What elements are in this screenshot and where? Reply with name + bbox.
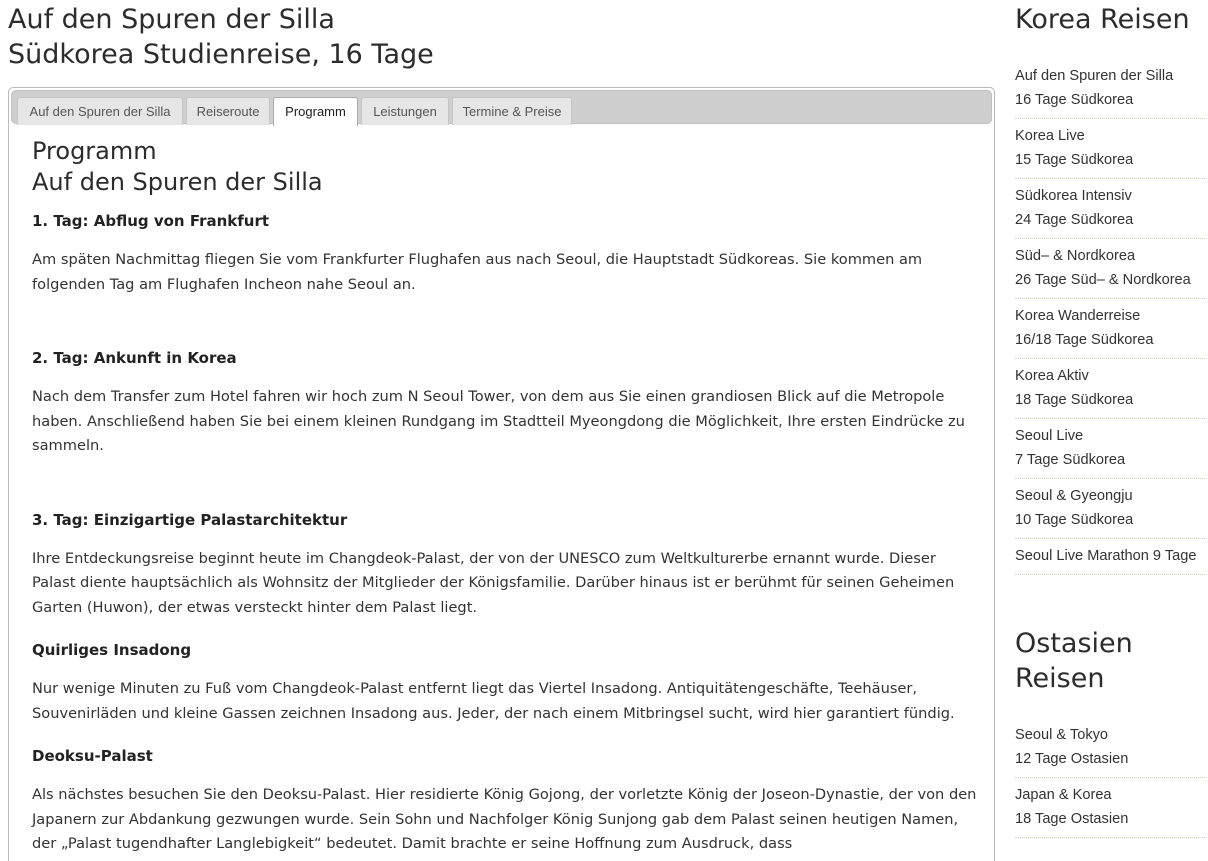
tab-reiseroute[interactable]: Reiseroute [186,97,270,125]
tab-leistungen[interactable]: Leistungen [361,97,449,125]
trip-name[interactable]: Südkorea Intensiv [1015,188,1132,204]
trip-name[interactable]: Süd– & Nordkorea [1015,248,1136,264]
day-1-title: 1. Tag: Abflug von Frankfurt [32,212,270,230]
trip-duration[interactable]: 12 Tage Ostasien [1015,751,1129,767]
sidebar-item-korea-wanderreise[interactable] [1015,299,1205,359]
day-2-text: Nach dem Transfer zum Hotel fahren wir hoch zum N Seoul Tower, von dem aus Sie einen grandiosen Blick auf die Metropole haben. Anschließend haben Sie bei einem kleinen Rundgang im Stadtteil Myeongdong die Möglichkeit, Ihre ersten Eindrücke zu sammeln. [32,388,965,454]
korea-trip-list [1015,59,1205,575]
ostasien-title-line2: Reisen [1015,663,1105,694]
day-2-title: 2. Tag: Ankunft in Korea [32,349,237,367]
deoksu-title: Deoksu-Palast [32,747,153,765]
tab-bar [11,90,992,124]
trip-duration[interactable]: 18 Tage Ostasien [1015,811,1129,827]
deoksu-text: Als nächstes besuchen Sie den Deoksu-Palast. Hier residierte König Gojong, der vorletzte König der Joseon-Dynastie, der von den Japanern zur Abdankung gezwungen wurde. Sein Sohn und Nachfolger König Sunjong gab dem Palast seinen heutigen Namen, der „Palast tugendhafter Langlebigkeit“ bedeutet. Damit brachte er seine Hoffnung zum Ausdruck, dass [32,786,977,852]
trip-duration[interactable]: 15 Tage Südkorea [1015,152,1134,168]
trip-name[interactable]: Seoul & Gyeongju [1015,488,1133,504]
sidebar-item-suedkorea-intensiv[interactable] [1015,179,1205,239]
sidebar-item-sued-nordkorea[interactable] [1015,239,1205,299]
day-1-text: Am späten Nachmittag fliegen Sie vom Frankfurter Flughafen aus nach Seoul, die Hauptstadt Südkoreas. Sie kommen am folgenden Tag am Flughafen Incheon nahe Seoul an. [32,251,923,293]
tab-programm[interactable]: Programm [273,97,358,126]
ostasien-title-line1: Ostasien [1015,628,1133,659]
trip-duration[interactable]: 10 Tage Südkorea [1015,512,1134,528]
trip-duration[interactable]: 26 Tage Süd– & Nordkorea [1015,272,1191,288]
page-title-line2: Südkorea Studienreise, 16 Tage [8,39,434,70]
content-heading [32,136,980,198]
trip-name[interactable]: Korea Wanderreise [1015,308,1141,324]
sidebar-item-seoul-tokyo[interactable] [1015,718,1205,778]
content-heading-line2: Auf den Spuren der Silla [32,168,323,196]
sidebar-item-seoul-live[interactable] [1015,419,1205,479]
sidebar-item-japan-korea[interactable] [1015,778,1205,838]
sidebar-ostasien-title [1015,626,1205,696]
trip-name[interactable]: Seoul Live Marathon 9 Tage [1015,548,1197,564]
trip-duration[interactable]: 7 Tage Südkorea [1015,452,1126,468]
program-content [32,136,980,857]
tab-panel [8,87,995,861]
page-title [8,2,998,72]
tab-spuren-der-silla[interactable]: Auf den Spuren der Silla [17,97,183,125]
day-3-title: 3. Tag: Einzigartige Palastarchitektur [32,510,348,529]
trip-name[interactable]: Seoul & Tokyo [1015,727,1109,743]
sidebar-korea-title: Korea Reisen [1015,4,1190,35]
trip-name[interactable]: Korea Live [1015,128,1085,144]
ostasien-trip-list [1015,718,1205,838]
tab-termine-preise[interactable]: Termine & Preise [452,97,572,125]
content-heading-line1: Programm [32,137,157,165]
sidebar-item-seoul-gyeongju[interactable] [1015,479,1205,539]
trip-duration[interactable]: 24 Tage Südkorea [1015,212,1134,228]
insadong-title: Quirliges Insadong [32,641,192,659]
sidebar-item-korea-aktiv[interactable] [1015,359,1205,419]
trip-name[interactable]: Japan & Korea [1015,787,1112,803]
sidebar [1015,0,1205,838]
trip-name[interactable]: Seoul Live [1015,428,1084,444]
trip-name[interactable]: Korea Aktiv [1015,368,1089,384]
day-3-text: Ihre Entdeckungsreise beginnt heute im Changdeok-Palast, der von der UNESCO zum Weltkulturerbe ernannt wurde. Dieser Palast diente hauptsächlich als Wohnsitz der Mitglieder der Königsfamilie. Darüber hinaus ist er berühmt für seinen Geheimen Garten (Huwon), der etwas versteckt hinter dem Palast liegt. [32,549,955,616]
trip-name[interactable]: Auf den Spuren der Silla [1015,68,1174,84]
sidebar-item-seoul-live-marathon[interactable] [1015,539,1205,575]
insadong-text: Nur wenige Minuten zu Fuß vom Changdeok-Palast entfernt liegt das Viertel Insadong. Antiquitätengeschäfte, Teehäuser, Souvenirläden und kleine Gassen zeichnen Insadong aus. Jeder, der nach einem Mitbringsel sucht, wird hier garantiert fündig. [32,680,955,722]
sidebar-item-spuren-der-silla[interactable] [1015,59,1205,119]
sidebar-item-korea-live[interactable] [1015,119,1205,179]
page-title-line1: Auf den Spuren der Silla [8,4,335,35]
trip-duration[interactable]: 16/18 Tage Südkorea [1015,332,1154,348]
trip-duration[interactable]: 16 Tage Südkorea [1015,92,1134,108]
trip-duration[interactable]: 18 Tage Südkorea [1015,392,1134,408]
